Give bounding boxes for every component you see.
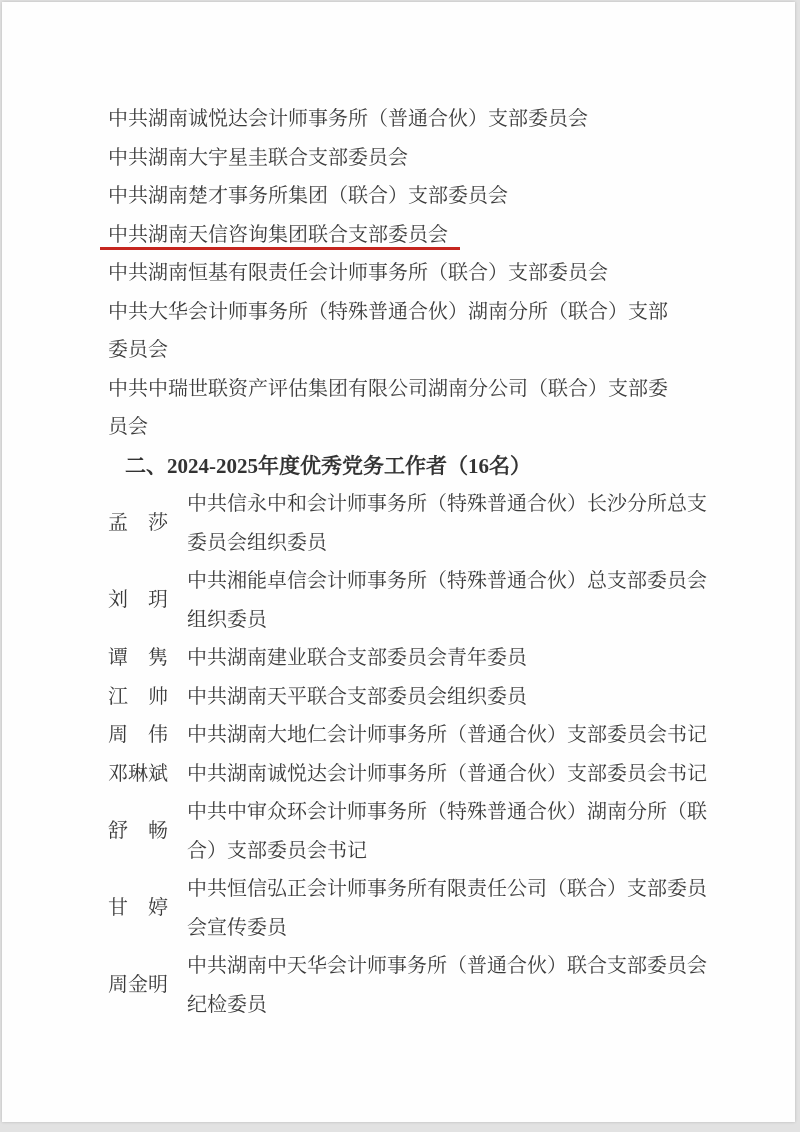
- worker-role: 中共中审众环会计师事务所（特殊普通合伙）湖南分所（联合）支部委员会书记: [187, 801, 707, 862]
- worker-row: [108, 755, 795, 794]
- worker-role: 中共信永中和会计师事务所（特殊普通合伙）长沙分所总支委员会组织委员: [187, 493, 707, 554]
- branch-committee-list: [108, 100, 674, 447]
- document-page: [2, 2, 795, 1122]
- worker-row: [108, 485, 795, 562]
- worker-role: 中共湖南大地仁会计师事务所（普通合伙）支部委员会书记: [187, 724, 707, 746]
- worker-name: 周 伟: [108, 724, 168, 746]
- worker-name: 周金明: [108, 974, 168, 997]
- branch-item: 中共湖南诚悦达会计师事务所（普通合伙）支部委员会: [108, 108, 588, 130]
- document-content: [2, 2, 795, 1024]
- branch-item: 中共湖南大宇星圭联合支部委员会: [108, 146, 408, 169]
- branch-item: 中共大华会计师事务所（特殊普通合伙）湖南分所（联合）支部委员会: [108, 300, 668, 361]
- section-heading: 二、2024-2025年度优秀党务工作者（16名）: [125, 453, 531, 478]
- branch-item: 中共中瑞世联资产评估集团有限公司湖南分公司（联合）支部委员会: [108, 377, 668, 438]
- worker-row: [108, 716, 795, 755]
- worker-name: 谭 隽: [108, 647, 168, 669]
- worker-name: 舒 畅: [108, 820, 168, 843]
- worker-name: 邓琳斌: [108, 762, 168, 785]
- worker-name: 江 帅: [108, 685, 168, 708]
- red-underline-mark: [100, 247, 460, 251]
- branch-item: 中共湖南楚才事务所集团（联合）支部委员会: [108, 185, 508, 207]
- worker-name: 甘 婷: [108, 897, 168, 920]
- workers-list: [108, 485, 795, 1024]
- branch-item-highlighted: [108, 216, 674, 255]
- branch-item: 中共湖南恒基有限责任会计师事务所（联合）支部委员会: [108, 262, 608, 284]
- worker-role: 中共湖南天平联合支部委员会组织委员: [187, 685, 527, 708]
- worker-row: [108, 562, 795, 639]
- worker-row: [108, 639, 795, 678]
- worker-role: 中共湖南诚悦达会计师事务所（普通合伙）支部委员会书记: [187, 762, 707, 785]
- worker-row: [108, 870, 795, 947]
- worker-role: 中共湖南中天华会计师事务所（普通合伙）联合支部委员会纪检委员: [187, 955, 707, 1016]
- worker-role: 中共湘能卓信会计师事务所（特殊普通合伙）总支部委员会组织委员: [187, 570, 707, 631]
- worker-role: 中共恒信弘正会计师事务所有限责任公司（联合）支部委员会宣传委员: [187, 878, 707, 939]
- worker-row: [108, 947, 795, 1024]
- worker-name: 刘 玥: [108, 589, 168, 612]
- worker-role: 中共湖南建业联合支部委员会青年委员: [187, 647, 527, 669]
- highlighted-branch-text: 中共湖南天信咨询集团联合支部委员会: [108, 223, 448, 246]
- worker-name: 孟 莎: [108, 512, 168, 535]
- highlighted-branch-wrap: [108, 216, 448, 255]
- worker-row: [108, 678, 795, 717]
- worker-row: [108, 793, 795, 870]
